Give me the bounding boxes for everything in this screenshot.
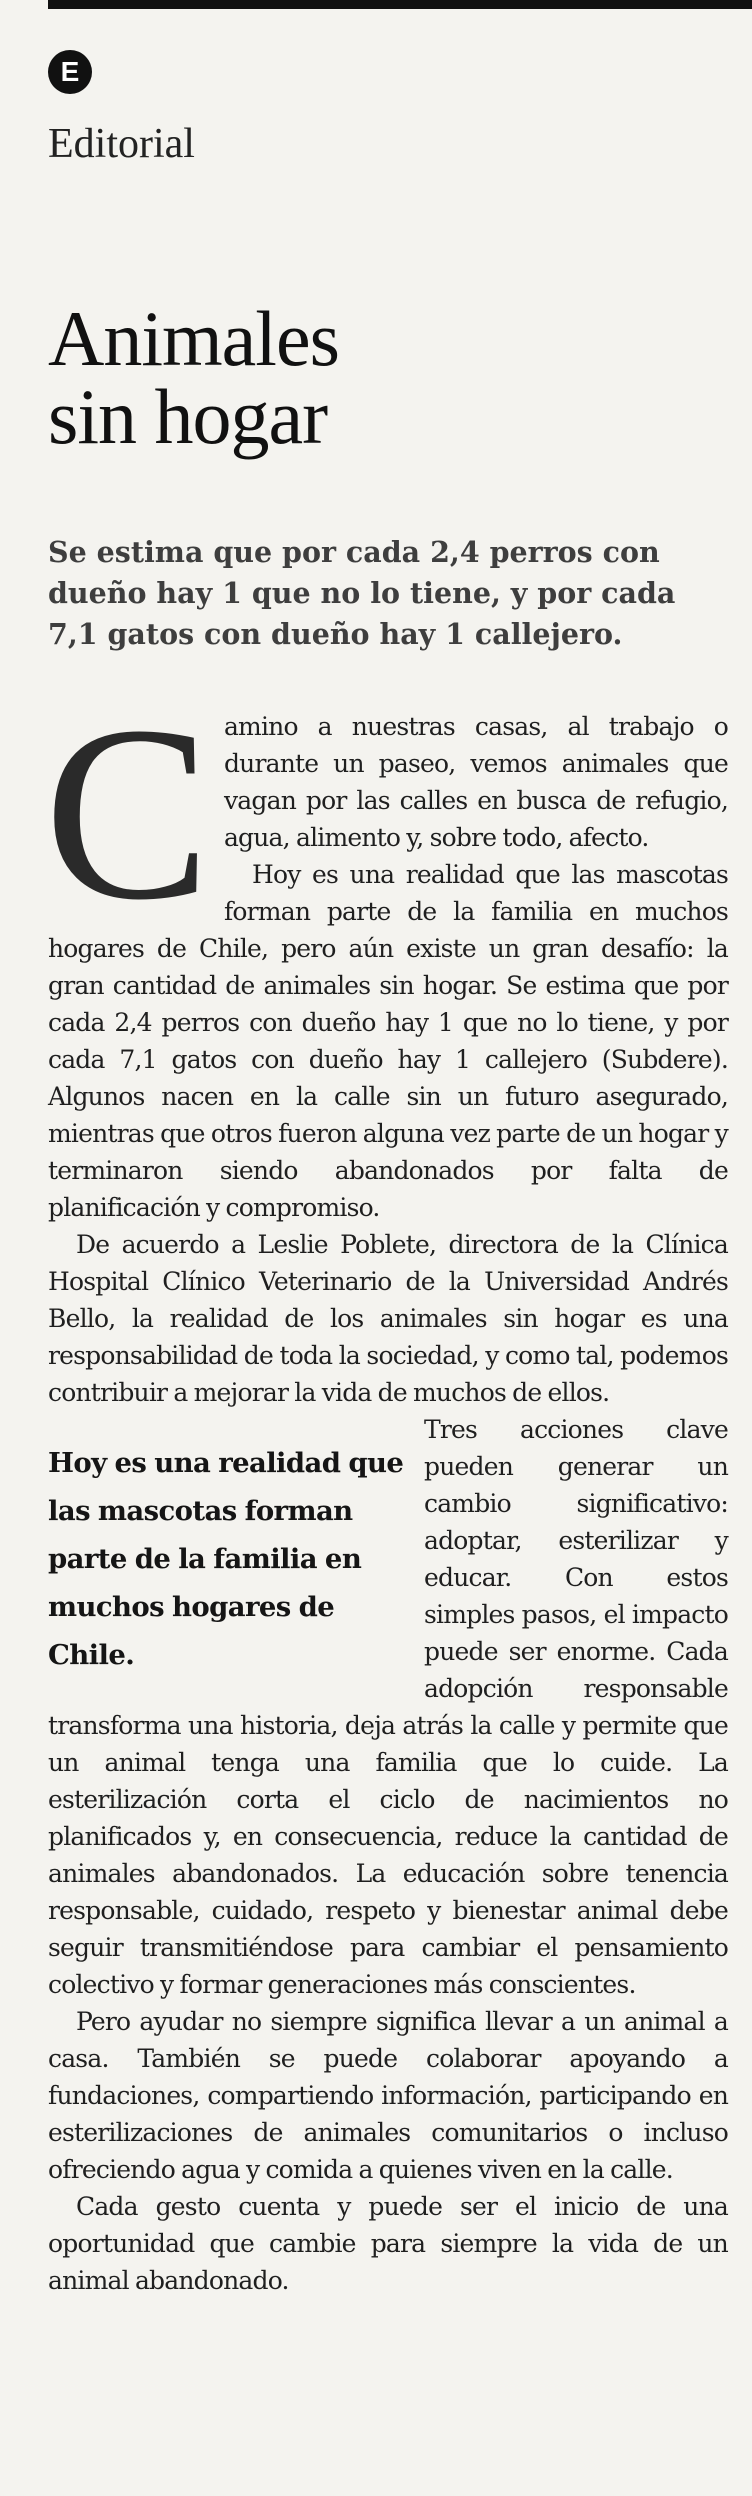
drop-cap: C [44,675,210,952]
paragraph-1 [44,675,728,952]
paragraph-4: Tres acciones clave pueden generar un cambio significativo: adoptar, esterilizar y educar. Con estos simples pasos, el impacto puede ser enorme. Cada adopción responsable transforma una historia, deja atrás la calle y permite que un animal tenga una familia que lo cuide. La esterilización corta el ciclo de nacimientos no planificados y, en consecuencia, reduce la cantidad de animales abandonados. La educación sobre tenencia responsable, cuidado, respeto y bienestar animal debe seguir transmitiéndose para cambiar el pensamiento colectivo y formar generaciones más conscientes. [48,1415,728,1999]
title-line-2: sin hogar [48,373,328,460]
paragraph-3: De acuerdo a Leslie Poblete, directora de la Clínica Hospital Clínico Veterinario de la Universidad Andrés Bello, la realidad de los animales sin hogar es una responsabilidad de toda la sociedad, y como tal, podemos contribuir a mejorar la vida de muchos de ellos. [48,1230,728,1407]
article-title [48,295,339,460]
paragraph-5: Pero ayudar no siempre significa llevar a un animal a casa. También se puede colaborar apoyando a fundaciones, compartiendo información, participando en esterilizaciones de animales comunitarios o incluso ofreciendo agua y comida a quienes viven en la calle. [48,2007,728,2184]
top-rule [48,0,752,9]
title-line-1: Animales [48,295,339,382]
section-badge-icon: E [48,50,92,94]
article-body [44,675,728,2299]
section-label: Editorial [48,121,195,167]
paragraph-6: Cada gesto cuenta y puede ser el inicio de una oportunidad que cambie para siempre la vida de un animal abandonado. [48,2192,728,2295]
pull-quote: Hoy es una realidad que las mascotas forman parte de la familia en muchos hogares de Chile. [48,1447,404,1671]
paragraph-1-text: amino a nuestras casas, al trabajo o durante un paseo, vemos animales que vagan por las calles en busca de refugio, agua, alimento y, sobre todo, afecto. [223,712,728,852]
article-subtitle: Se estima que por cada 2,4 perros con dueño hay 1 que no lo tiene, y por cada 7,1 gatos con dueño hay 1 callejero. [48,535,676,651]
paragraph-2: Hoy es una realidad que las mascotas forman parte de la familia en muchos hogares de Chile, pero aún existe un gran desafío: la gran cantidad de animales sin hogar. Se estima que por cada 2,4 perros con dueño hay 1 que no lo tiene, y por cada 7,1 gatos con dueño hay 1 callejero (Subdere). Algunos nacen en la calle sin un futuro asegurado, mientras que otros fueron alguna vez parte de un hogar y terminaron siendo abandonados por falta de planificación y compromiso. [48,860,728,1222]
